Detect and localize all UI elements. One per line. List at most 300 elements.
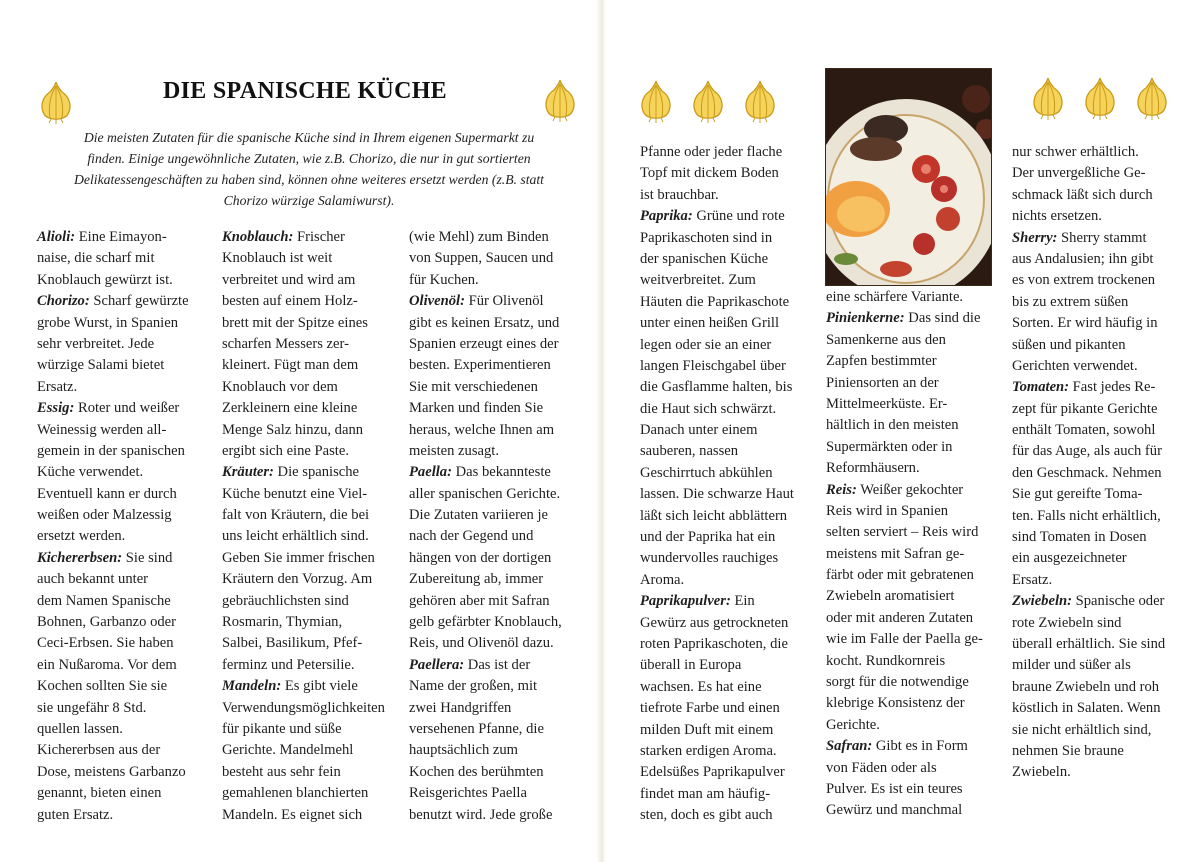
- text-line: [1012, 142, 1184, 163]
- glossary-text: naise, die scharf mit: [37, 250, 155, 267]
- text-line: [37, 377, 209, 398]
- glossary-column-4: [640, 142, 812, 827]
- text-line: [222, 462, 397, 483]
- text-line: [409, 355, 584, 376]
- text-line: [222, 655, 397, 676]
- glossary-text: Reformhäusern.: [826, 460, 920, 477]
- text-line: [37, 355, 209, 376]
- glossary-text: Roter und weißer: [74, 400, 180, 417]
- glossary-text: Name der großen, mit: [409, 678, 538, 695]
- text-line: [409, 762, 584, 783]
- glossary-text: Die spanische: [273, 464, 360, 481]
- text-line: [222, 248, 397, 269]
- glossary-text: nichts ersetzen.: [1012, 208, 1102, 225]
- text-line: [222, 270, 397, 291]
- glossary-text: wachsen. Es hat eine: [640, 678, 762, 695]
- text-line: [1012, 677, 1184, 698]
- glossary-text: ergibt sich eine Paste.: [222, 442, 349, 459]
- glossary-text: Gewürz aus getrockneten: [640, 614, 789, 631]
- text-line: [1012, 463, 1184, 484]
- glossary-text: (wie Mehl) zum Binden: [409, 229, 549, 245]
- text-line: [826, 651, 996, 672]
- glossary-text: Zwiebeln.: [1012, 764, 1071, 781]
- glossary-text: oder mit anderen Zutaten: [826, 609, 974, 626]
- text-line: [826, 715, 996, 736]
- text-line: [640, 228, 812, 249]
- text-line: [1012, 720, 1184, 741]
- text-line: [640, 292, 812, 313]
- glossary-text: meisten zusagt.: [409, 442, 499, 459]
- text-line: [409, 270, 584, 291]
- text-line: [826, 629, 996, 650]
- text-line: [640, 441, 812, 462]
- glossary-text: sten, doch es gibt auch: [640, 807, 773, 824]
- text-line: [409, 655, 584, 676]
- text-line: [826, 758, 996, 779]
- glossary-text: Eventuell kann er durch: [37, 485, 177, 502]
- onion-icon: [1132, 76, 1172, 120]
- text-line: [640, 335, 812, 356]
- text-line: [640, 591, 812, 612]
- onion-icon: [540, 78, 580, 122]
- text-line: [640, 185, 812, 206]
- text-line: [640, 570, 812, 591]
- glossary-text: den Geschmack. Nehmen: [1012, 464, 1162, 481]
- text-line: [37, 591, 209, 612]
- glossary-text: Marken und finden Sie: [409, 400, 544, 417]
- food-photo: [825, 68, 992, 286]
- glossary-text: grobe Wurst, in Spanien: [37, 314, 179, 331]
- text-line: [409, 420, 584, 441]
- text-line: [222, 676, 397, 697]
- text-line: [826, 351, 996, 372]
- glossary-text: Sorten. Er wird häufig in: [1012, 315, 1158, 332]
- glossary-text: Knoblauch gewürzt ist.: [37, 271, 173, 288]
- text-line: [222, 762, 397, 783]
- glossary-text: bis zu extrem süßen: [1012, 293, 1129, 310]
- glossary-text: besten auf einem Holz-: [222, 293, 358, 310]
- text-line: [37, 398, 209, 419]
- text-line: [1012, 613, 1184, 634]
- glossary-text: Gibt es in Form: [872, 738, 968, 755]
- glossary-text: Kochen des berühmten: [409, 763, 544, 780]
- text-line: [640, 313, 812, 334]
- intro-line: finden. Einige ungewöhnliche Zutaten, wie z.B. Chorizo, die nur in gut sortierten: [87, 151, 531, 166]
- glossary-text: Reis, und Olivenöl dazu.: [409, 635, 554, 652]
- glossary-column-1: [37, 227, 209, 826]
- glossary-text: Sie mit verschiedenen: [409, 378, 538, 395]
- glossary-term: Pinienkerne:: [826, 310, 905, 327]
- text-line: [640, 506, 812, 527]
- text-line: [37, 441, 209, 462]
- glossary-text: verbreitet und wird am: [222, 271, 356, 288]
- glossary-text: Rosmarin, Thymian,: [222, 614, 343, 631]
- text-line: [640, 142, 812, 163]
- text-line: [1012, 377, 1184, 398]
- text-line: [1012, 527, 1184, 548]
- glossary-text: rote Zwiebeln sind: [1012, 614, 1122, 631]
- onion-icon: [36, 80, 76, 124]
- glossary-text: klebrige Konsistenz der: [826, 695, 965, 712]
- text-line: [826, 287, 996, 308]
- glossary-text: überall erhältlich. Sie sind: [1012, 635, 1166, 652]
- glossary-text: Verwendungsmöglichkeiten: [222, 699, 385, 716]
- text-line: [37, 313, 209, 334]
- glossary-text: Reisgerichtes Paella: [409, 785, 527, 802]
- glossary-term: Mandeln:: [222, 678, 282, 695]
- text-line: [1012, 335, 1184, 356]
- glossary-term: Paellera:: [409, 656, 465, 673]
- text-line: [222, 227, 397, 248]
- text-line: [826, 565, 996, 586]
- glossary-text: Knoblauch vor dem: [222, 378, 338, 395]
- text-line: [222, 719, 397, 740]
- glossary-text: weißen oder Malzessig: [37, 507, 172, 524]
- glossary-text: Edelsüßes Paprikapulver: [640, 764, 785, 781]
- text-line: [640, 655, 812, 676]
- text-line: [409, 313, 584, 334]
- text-line: [640, 548, 812, 569]
- text-line: [222, 420, 397, 441]
- text-line: [37, 420, 209, 441]
- text-line: [1012, 206, 1184, 227]
- text-line: [222, 377, 397, 398]
- glossary-text: Dose, meistens Garbanzo: [37, 763, 186, 780]
- text-line: [640, 270, 812, 291]
- glossary-text: ferminz und Petersilie.: [222, 656, 355, 673]
- text-line: [409, 505, 584, 526]
- glossary-text: sind Tomaten in Dosen: [1012, 529, 1147, 546]
- glossary-text: Scharf gewürzte: [89, 293, 189, 310]
- glossary-text: enthält Tomaten, sowohl: [1012, 422, 1156, 439]
- glossary-text: weitverbreitet. Zum: [640, 272, 756, 289]
- glossary-text: Paprikaschoten sind in: [640, 229, 773, 246]
- glossary-text: versehenen Pfanne, die: [409, 720, 544, 737]
- glossary-text: ersetzt werden.: [37, 528, 126, 545]
- text-line: [409, 783, 584, 804]
- text-line: [640, 377, 812, 398]
- text-line: [409, 441, 584, 462]
- glossary-text: kleinert. Fügt man dem: [222, 357, 359, 374]
- text-line: [640, 420, 812, 441]
- glossary-text: Weißer gekochter: [856, 481, 964, 498]
- text-line: [1012, 548, 1184, 569]
- glossary-term: Kräuter:: [222, 464, 274, 481]
- text-line: [37, 484, 209, 505]
- text-line: [222, 548, 397, 569]
- glossary-term: Olivenöl:: [409, 293, 465, 310]
- glossary-text: scharfen Messers zer-: [222, 335, 349, 352]
- text-line: [1012, 634, 1184, 655]
- glossary-text: gemahlenen blanchierten: [222, 785, 369, 802]
- text-line: [37, 612, 209, 633]
- glossary-text: Samenkerne aus den: [826, 331, 946, 348]
- text-line: [1012, 655, 1184, 676]
- glossary-text: ein ausgezeichneter: [1012, 550, 1127, 567]
- glossary-text: gehören aber mit Safran: [409, 592, 550, 609]
- text-line: [37, 783, 209, 804]
- text-line: [222, 505, 397, 526]
- glossary-text: es von extrem trockenen: [1012, 272, 1156, 289]
- text-line: [37, 548, 209, 569]
- glossary-text: Geschirrtuch abkühlen: [640, 464, 773, 481]
- glossary-text: Gerichte.: [826, 716, 880, 733]
- glossary-text: ein Nußaroma. Vor dem: [37, 656, 177, 673]
- text-line: [826, 672, 996, 693]
- text-line: [409, 740, 584, 761]
- text-line: [37, 569, 209, 590]
- text-line: [222, 805, 397, 826]
- glossary-column-6: [1012, 142, 1184, 784]
- glossary-text: Kichererbsen aus der: [37, 742, 161, 759]
- text-line: [222, 398, 397, 419]
- glossary-text: Supermärkten oder in: [826, 438, 953, 455]
- text-line: [826, 394, 996, 415]
- text-line: [409, 719, 584, 740]
- glossary-term: Paprikapulver:: [640, 593, 731, 610]
- glossary-text: sie ungefähr 8 Std.: [37, 699, 147, 716]
- glossary-text: Es gibt viele: [281, 678, 358, 695]
- glossary-text: uns leicht erhältlich sind.: [222, 528, 369, 545]
- text-line: [1012, 356, 1184, 377]
- glossary-term: Knoblauch:: [222, 229, 294, 245]
- glossary-text: Sie gut gereifte Toma-: [1012, 486, 1143, 503]
- text-line: [826, 779, 996, 800]
- text-line: [409, 548, 584, 569]
- glossary-text: kocht. Rundkornreis: [826, 652, 946, 669]
- text-line: [640, 805, 812, 826]
- glossary-text: eine schärfere Variante.: [826, 289, 964, 305]
- glossary-text: hältlich in den meisten: [826, 417, 959, 434]
- glossary-text: Spanische oder: [1072, 593, 1165, 610]
- text-line: [826, 544, 996, 565]
- text-line: [409, 248, 584, 269]
- glossary-text: Das ist der: [464, 656, 531, 673]
- glossary-text: würzige Salami bietet: [37, 357, 165, 374]
- glossary-text: Zerkleinern eine kleine: [222, 400, 358, 417]
- glossary-text: gemein in der spanischen: [37, 442, 185, 459]
- glossary-text: Kochen sollten Sie sie: [37, 678, 168, 695]
- text-line: [1012, 399, 1184, 420]
- text-line: [222, 591, 397, 612]
- text-line: [1012, 762, 1184, 783]
- glossary-text: genannt, bieten einen: [37, 785, 162, 802]
- glossary-text: Mittelmeerküste. Er-: [826, 395, 948, 412]
- text-line: [37, 719, 209, 740]
- text-line: [37, 676, 209, 697]
- glossary-text: Topf mit dickem Boden: [640, 165, 779, 182]
- glossary-text: aller spanischen Gerichte.: [409, 485, 561, 502]
- text-line: [37, 291, 209, 312]
- glossary-text: auch bekannt unter: [37, 571, 149, 588]
- glossary-text: Ceci-Erbsen. Sie haben: [37, 635, 174, 652]
- text-line: [222, 313, 397, 334]
- glossary-term: Tomaten:: [1012, 379, 1070, 396]
- text-line: [37, 655, 209, 676]
- glossary-text: Fast jedes Re-: [1069, 379, 1156, 396]
- text-line: [640, 762, 812, 783]
- text-line: [826, 437, 996, 458]
- onion-icon: [688, 79, 728, 123]
- glossary-text: langen Fleischgabel über: [640, 357, 786, 374]
- text-line: [1012, 441, 1184, 462]
- glossary-text: Das sind die: [904, 310, 981, 327]
- text-line: [640, 399, 812, 420]
- glossary-text: wundervolles rauchiges: [640, 550, 779, 567]
- text-line: [409, 526, 584, 547]
- text-line: [640, 720, 812, 741]
- glossary-text: Das bekannteste: [451, 464, 551, 481]
- glossary-term: Safran:: [826, 738, 873, 755]
- glossary-text: Grüne und rote: [692, 208, 785, 225]
- text-line: [1012, 249, 1184, 270]
- glossary-text: köstlich in Salaten. Wenn: [1012, 700, 1161, 717]
- text-line: [37, 334, 209, 355]
- glossary-text: Reis wird in Spanien: [826, 502, 949, 519]
- text-line: [1012, 313, 1184, 334]
- glossary-text: für das Auge, als auch für: [1012, 443, 1162, 460]
- text-line: [640, 206, 812, 227]
- glossary-text: nur schwer erhältlich.: [1012, 144, 1139, 160]
- text-line: [409, 612, 584, 633]
- glossary-text: überall in Europa: [640, 657, 742, 674]
- text-line: [222, 633, 397, 654]
- glossary-text: Häuten die Paprikaschote: [640, 293, 790, 310]
- glossary-text: färbt oder mit gebratenen: [826, 567, 974, 584]
- glossary-text: falt von Kräutern, die bei: [222, 507, 370, 524]
- glossary-column-3: [409, 227, 584, 826]
- glossary-text: schmack läßt sich durch: [1012, 186, 1153, 203]
- glossary-term: Alioli:: [37, 229, 76, 245]
- glossary-text: milder und süßer als: [1012, 657, 1131, 674]
- intro-line: Die meisten Zutaten für die spanische Küche sind in Ihrem eigenen Supermarkt zu: [83, 130, 535, 145]
- text-line: [37, 740, 209, 761]
- onion-icon: [636, 79, 676, 123]
- glossary-text: braune Zwiebeln und roh: [1012, 678, 1160, 695]
- text-line: [222, 334, 397, 355]
- glossary-text: sehr verbreitet. Jede: [37, 335, 155, 352]
- glossary-text: Geben Sie immer frischen: [222, 549, 375, 566]
- glossary-text: läßt sich leicht abblättern: [640, 507, 788, 524]
- text-line: [37, 505, 209, 526]
- glossary-text: heraus, welche Ihnen am: [409, 421, 555, 438]
- glossary-term: Sherry:: [1012, 229, 1058, 246]
- glossary-text: Gerichte. Mandelmehl: [222, 742, 354, 759]
- glossary-text: Ein: [730, 593, 755, 610]
- glossary-text: roten Paprikaschoten, die: [640, 635, 788, 652]
- text-line: [409, 569, 584, 590]
- glossary-text: besten. Experimentieren: [409, 357, 551, 374]
- glossary-text: milden Duft mit einem: [640, 721, 774, 738]
- text-line: [37, 805, 209, 826]
- text-line: [409, 484, 584, 505]
- glossary-text: Frischer: [293, 229, 345, 245]
- glossary-text: wie im Falle der Paella ge-: [826, 631, 983, 648]
- glossary-text: gibt es keinen Ersatz, und: [409, 314, 560, 331]
- glossary-text: von Fäden oder als: [826, 759, 937, 776]
- text-line: [37, 462, 209, 483]
- text-line: [1012, 484, 1184, 505]
- text-line: [409, 805, 584, 826]
- glossary-text: Sie sind: [122, 549, 173, 566]
- onion-icon: [1080, 76, 1120, 120]
- text-line: [1012, 420, 1184, 441]
- glossary-text: Aroma.: [640, 571, 685, 588]
- text-line: [1012, 506, 1184, 527]
- glossary-text: Gerichten verwendet.: [1012, 357, 1138, 374]
- intro-line: Delikatessengeschäften zu haben sind, können ohne weiteres ersetzt werden (z.B. statt: [74, 172, 544, 187]
- glossary-text: brett mit der Spitze eines: [222, 314, 368, 331]
- glossary-text: für pikante und süße: [222, 720, 342, 737]
- glossary-text: Die Zutaten variieren je: [409, 507, 548, 524]
- glossary-text: quellen lassen.: [37, 720, 123, 737]
- text-line: [409, 676, 584, 697]
- text-line: [1012, 270, 1184, 291]
- glossary-text: ten. Falls nicht erhältlich,: [1012, 507, 1161, 524]
- text-line: [826, 736, 996, 757]
- glossary-text: der spanischen Küche: [640, 250, 769, 267]
- text-line: [826, 608, 996, 629]
- glossary-text: Danach unter einem: [640, 422, 758, 439]
- text-line: [826, 586, 996, 607]
- glossary-text: Sherry stammt: [1057, 229, 1147, 246]
- glossary-term: Chorizo:: [37, 293, 90, 310]
- glossary-text: zept für pikante Gerichte: [1012, 400, 1158, 417]
- glossary-text: Bohnen, Garbanzo oder: [37, 614, 176, 631]
- glossary-text: die Haut sich schwärzt.: [640, 400, 777, 417]
- glossary-text: Zapfen bestimmter: [826, 353, 937, 370]
- text-line: [37, 633, 209, 654]
- glossary-term: Paella:: [409, 464, 452, 481]
- glossary-text: und der Paprika hat ein: [640, 529, 776, 546]
- page-title: DIE SPANISCHE KÜCHE: [163, 78, 447, 104]
- glossary-text: gebräuchlichsten sind: [222, 592, 349, 609]
- text-line: [222, 355, 397, 376]
- text-line: [222, 612, 397, 633]
- glossary-term: Reis:: [826, 481, 857, 498]
- glossary-text: Gewürz und manchmal: [826, 802, 963, 819]
- glossary-text: Mandeln. Es eignet sich: [222, 806, 363, 823]
- text-line: [222, 569, 397, 590]
- glossary-text: unter einen heißen Grill: [640, 315, 779, 332]
- glossary-term: Zwiebeln:: [1012, 593, 1072, 610]
- text-line: [640, 356, 812, 377]
- glossary-text: Küche benutzt eine Viel-: [222, 485, 368, 502]
- text-line: [826, 480, 996, 501]
- text-line: [37, 698, 209, 719]
- text-line: [409, 462, 584, 483]
- text-line: [1012, 228, 1184, 249]
- glossary-text: starken erdigen Aroma.: [640, 742, 777, 759]
- glossary-text: besteht aus sehr fein: [222, 763, 341, 780]
- text-line: [826, 693, 996, 714]
- text-line: [640, 463, 812, 484]
- text-line: [826, 458, 996, 479]
- glossary-text: Zwiebeln aromatisiert: [826, 588, 955, 605]
- glossary-text: von Suppen, Saucen und: [409, 250, 554, 267]
- text-line: [640, 784, 812, 805]
- text-line: [640, 613, 812, 634]
- glossary-text: Pfanne oder jeder flache: [640, 144, 783, 160]
- glossary-text: Für Olivenöl: [464, 293, 544, 310]
- intro-line: Chorizo würzige Salamiwurst).: [223, 193, 395, 208]
- glossary-text: gelb gefärbter Knoblauch,: [409, 614, 562, 631]
- text-line: [1012, 741, 1184, 762]
- text-line: [1012, 185, 1184, 206]
- text-line: [222, 441, 397, 462]
- glossary-text: Küche verwendet.: [37, 464, 144, 481]
- glossary-text: aus Andalusien; ihn gibt: [1012, 250, 1154, 267]
